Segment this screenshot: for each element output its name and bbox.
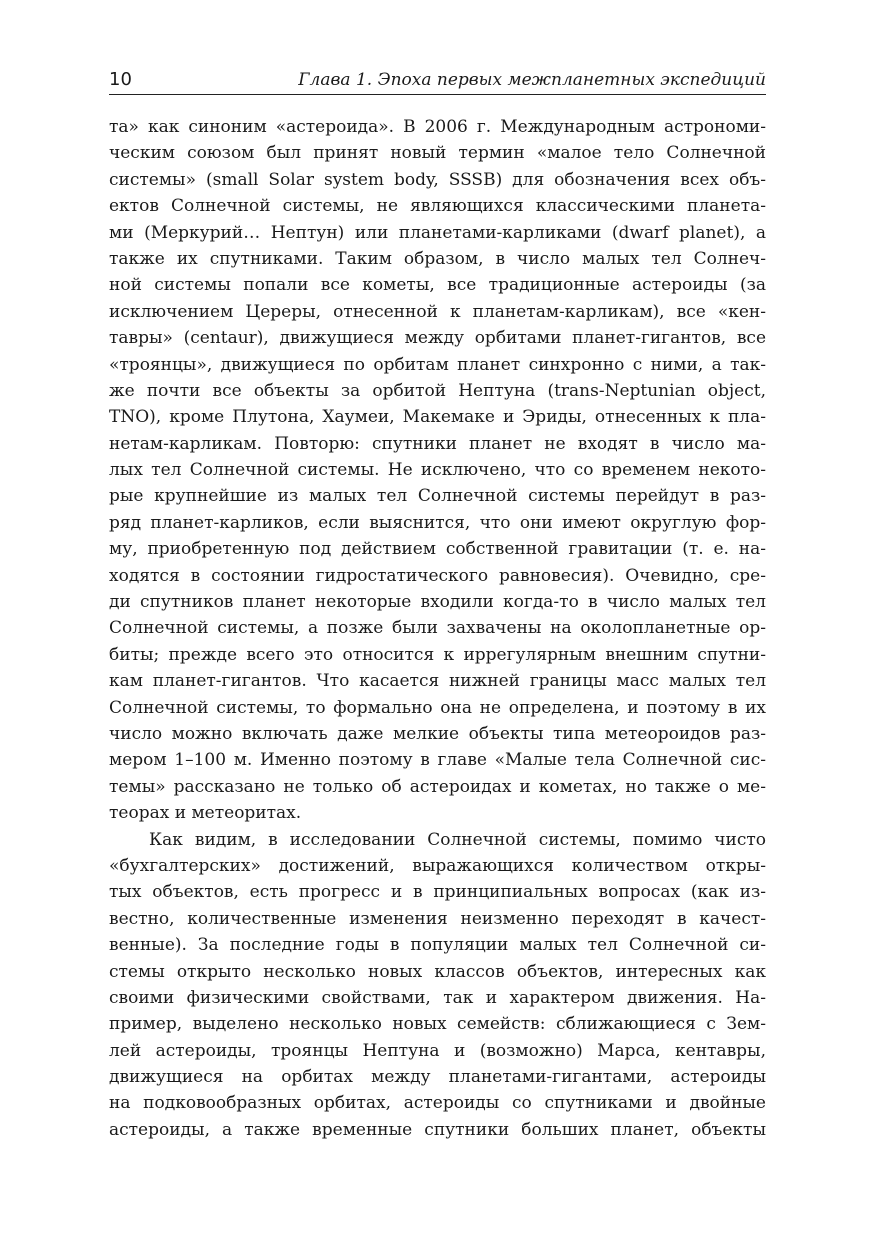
text-line: нетам-карликам. Повторю: спутники планет не входят в число ма- — [109, 433, 766, 454]
text-line: на подковообразных орбитах, астероиды со спутниками и двойные — [109, 1093, 766, 1114]
text-line: кам планет-гигантов. Что касается нижней границы масс малых тел — [109, 671, 766, 692]
page-number: 10 — [109, 69, 132, 90]
paragraph — [109, 114, 766, 827]
text-line: Солнечной системы, то формально она не определена, и поэтому в их — [109, 697, 766, 718]
paragraph — [109, 827, 766, 1144]
text-line: ходятся в состоянии гидростатического равновесия). Очевидно, сре- — [109, 565, 766, 586]
text-line: число можно включать даже мелкие объекты типа метеороидов раз- — [109, 723, 766, 744]
text-line: теорах и метеоритах. — [109, 803, 302, 824]
text-line: системы» (small Solar system body, SSSB) для обозначения всех объ- — [109, 169, 766, 190]
text-line: движущиеся на орбитах между планетами-гигантами, астероиды — [109, 1067, 766, 1088]
page-header — [109, 64, 766, 95]
text-line: «бухгалтерских» достижений, выражающихся количеством откры- — [109, 855, 766, 876]
text-line: Солнечной системы, а позже были захвачены на околопланетные ор- — [109, 618, 766, 639]
text-line: темы» рассказано не только об астероидах и кометах, но также о ме- — [109, 776, 766, 797]
text-line: вестно, количественные изменения неизменно переходят в качест- — [109, 908, 766, 929]
text-line: Как видим, в исследовании Солнечной системы, помимо чисто — [149, 829, 766, 850]
text-line: астероиды, а также временные спутники больших планет, объекты — [109, 1119, 766, 1140]
text-line: биты; прежде всего это относится к иррегулярным внешним спутни- — [109, 644, 766, 665]
text-line: исключением Цереры, отнесенной к планетам-карликам), все «кен- — [109, 301, 766, 322]
text-line: ной системы попали все кометы, все традиционные астероиды (за — [109, 275, 766, 296]
text-line: та» как синоним «астероида». В 2006 г. Международным астрономи- — [109, 117, 766, 137]
text-line: рые крупнейшие из малых тел Солнечной системы перейдут в раз- — [109, 486, 766, 507]
text-line: «троянцы», движущиеся по орбитам планет синхронно с ними, а так- — [109, 354, 766, 375]
text-line: ди спутников планет некоторые входили когда-то в число малых тел — [109, 592, 766, 613]
text-line: ческим союзом был принят новый термин «малое тело Солнечной — [109, 143, 766, 164]
text-line: лей астероиды, троянцы Нептуна и (возможно) Марса, кентавры, — [109, 1040, 766, 1061]
text-line: также их спутниками. Таким образом, в число малых тел Солнеч- — [109, 248, 766, 269]
text-line: лых тел Солнечной системы. Не исключено, что со временем некото- — [109, 460, 766, 481]
text-line: TNO), кроме Плутона, Хаумеи, Макемаке и Эриды, отнесенных к пла- — [109, 407, 766, 428]
text-line: тых объектов, есть прогресс и в принципиальных вопросах (как из- — [109, 882, 766, 903]
text-line: тавры» (centaur), движущиеся между орбитами планет-гигантов, все — [109, 328, 766, 349]
text-line: мером 1–100 м. Именно поэтому в главе «Малые тела Солнечной сис- — [109, 750, 766, 771]
text-line: же почти все объекты за орбитой Нептуна (trans-Neptunian object, — [109, 380, 766, 401]
text-line: ми (Меркурий… Нептун) или планетами-карликами (dwarf planet), а — [109, 222, 766, 243]
text-line: пример, выделено несколько новых семейств: сближающиеся с Зем- — [109, 1014, 766, 1035]
text-line: венные). За последние годы в популяции малых тел Солнечной си- — [109, 935, 766, 956]
running-head: Глава 1. Эпоха первых межпланетных экспедиций — [298, 70, 766, 90]
body-text — [109, 114, 766, 1143]
text-line: своими физическими свойствами, так и характером движения. На- — [109, 987, 766, 1008]
text-line: му, приобретенную под действием собственной гравитации (т. е. на- — [109, 539, 766, 560]
text-line: ряд планет-карликов, если выяснится, что они имеют округлую фор- — [109, 512, 766, 533]
text-line: ектов Солнечной системы, не являющихся классическими планета- — [109, 196, 766, 217]
text-line: стемы открыто несколько новых классов объектов, интересных как — [109, 961, 766, 982]
